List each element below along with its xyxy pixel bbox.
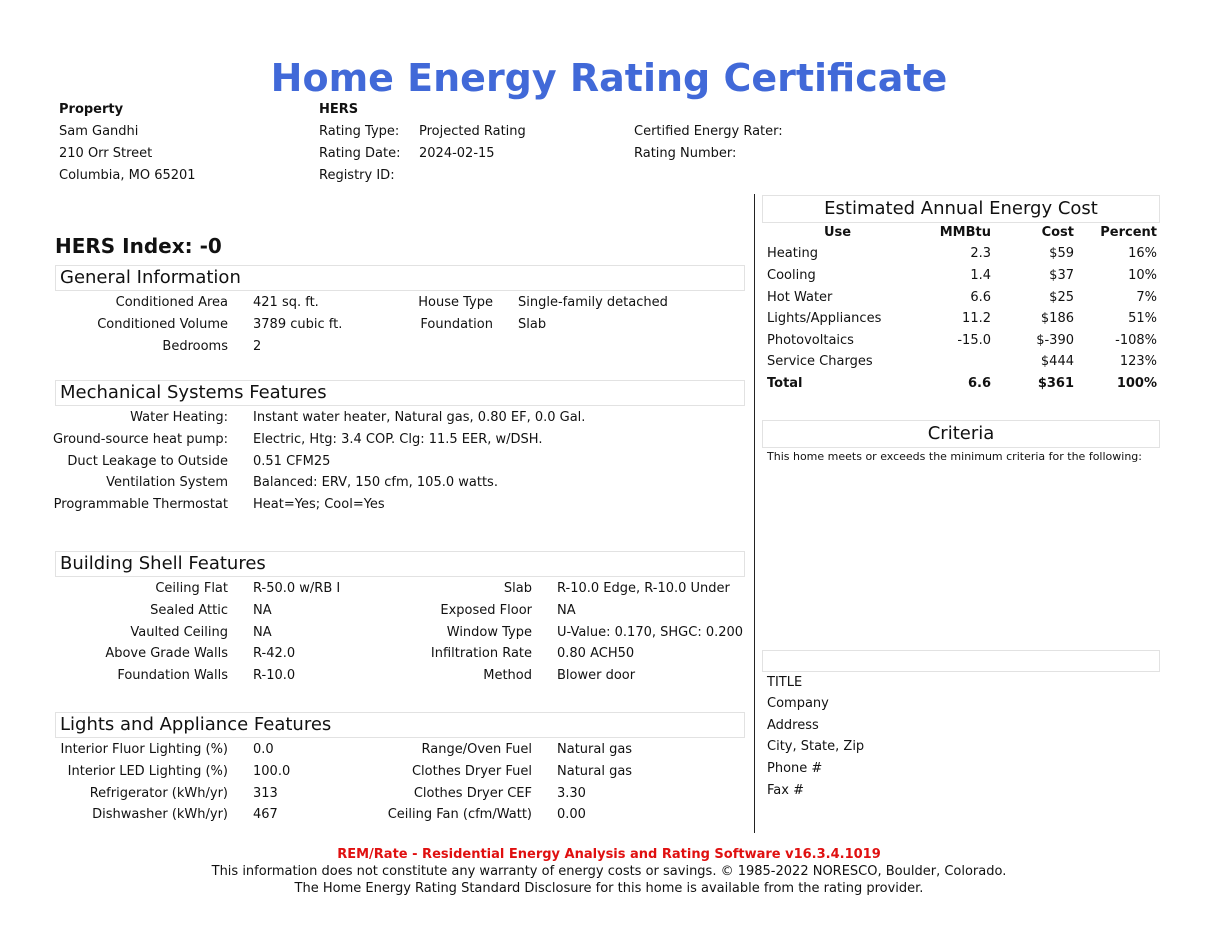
- property-name: Sam Gandhi: [59, 124, 139, 139]
- disclaimer-text: This information does not constitute any warranty of energy costs or savings. © 1985-2022 NORESCO, Boulder, Colorado.: [211, 864, 1007, 879]
- mechanical-value: Instant water heater, Natural gas, 0.80 EF, 0.0 Gal.: [253, 410, 586, 425]
- criteria-text: This home meets or exceeds the minimum criteria for the following:: [767, 450, 1142, 463]
- shell-label: Above Grade Walls: [105, 646, 228, 661]
- cost-total-percent: 100%: [1116, 376, 1157, 391]
- cost-row-mmbtu: 6.6: [970, 290, 991, 305]
- general-value: Slab: [518, 317, 547, 332]
- rating-type-label: Rating Type:: [319, 124, 400, 139]
- cost-total-cost: $361: [1037, 376, 1074, 391]
- cost-row-use: Hot Water: [767, 290, 833, 305]
- cost-row-use: Heating: [767, 246, 818, 261]
- lights-value: 100.0: [253, 764, 291, 779]
- shell-value: R-10.0: [253, 668, 296, 683]
- general-value: 421 sq. ft.: [253, 295, 319, 310]
- cost-row-mmbtu: 1.4: [970, 268, 991, 283]
- registry-id-label: Registry ID:: [319, 168, 395, 183]
- shell-label: Foundation Walls: [117, 668, 228, 683]
- mechanical-label: Duct Leakage to Outside: [67, 454, 228, 469]
- rater-title: TITLE: [767, 675, 803, 690]
- certified-rater-label: Certified Energy Rater:: [634, 124, 783, 139]
- shell-value: NA: [557, 603, 576, 618]
- hers-index: HERS Index: -0: [55, 234, 222, 258]
- mechanical-label: Water Heating:: [130, 410, 228, 425]
- cost-row-use: Service Charges: [767, 354, 873, 369]
- property-street: 210 Orr Street: [59, 146, 153, 161]
- lights-value: 0.00: [557, 807, 586, 822]
- shell-label: Vaulted Ceiling: [130, 625, 228, 640]
- cost-total-mmbtu: 6.6: [967, 376, 991, 391]
- lights-value: 467: [253, 807, 278, 822]
- general-value: 3789 cubic ft.: [253, 317, 343, 332]
- shell-value: NA: [253, 625, 272, 640]
- property-heading: Property: [59, 102, 124, 117]
- lights-label: Refrigerator (kWh/yr): [89, 786, 228, 801]
- rating-date-label: Rating Date:: [319, 146, 401, 161]
- shell-value: Blower door: [557, 668, 636, 683]
- general-info-heading: General Information: [55, 265, 745, 291]
- rater-fax: Fax #: [767, 783, 804, 798]
- cost-row-mmbtu: 11.2: [962, 311, 991, 326]
- lights-value: Natural gas: [557, 764, 633, 779]
- lights-value: 313: [253, 786, 278, 801]
- column-divider: [754, 194, 755, 833]
- mechanical-label: Ventilation System: [106, 475, 228, 490]
- cost-row-use: Photovoltaics: [767, 333, 854, 348]
- page-title: Home Energy Rating Certificate: [270, 56, 948, 100]
- mechanical-value: Heat=Yes; Cool=Yes: [253, 497, 385, 512]
- lights-value: Natural gas: [557, 742, 633, 757]
- mechanical-label: Ground-source heat pump:: [52, 432, 228, 447]
- building-shell-heading: Building Shell Features: [55, 551, 745, 577]
- rater-phone: Phone #: [767, 761, 823, 776]
- shell-label: Infiltration Rate: [430, 646, 532, 661]
- general-label: Foundation: [420, 317, 493, 332]
- lights-label: Clothes Dryer Fuel: [411, 764, 532, 779]
- cost-row-percent: 10%: [1128, 268, 1157, 283]
- shell-value: R-10.0 Edge, R-10.0 Under: [557, 581, 730, 596]
- shell-value: R-42.0: [253, 646, 296, 661]
- cost-row-cost: $-390: [1036, 333, 1074, 348]
- general-value: 2: [253, 339, 262, 354]
- mechanical-heading: Mechanical Systems Features: [55, 380, 745, 406]
- lights-appliance-heading: Lights and Appliance Features: [55, 712, 745, 738]
- rater-company: Company: [767, 696, 829, 711]
- cost-row-mmbtu: -15.0: [957, 333, 991, 348]
- lights-label: Range/Oven Fuel: [421, 742, 532, 757]
- cost-row-mmbtu: 2.3: [970, 246, 991, 261]
- lights-value: 0.0: [253, 742, 274, 757]
- shell-label: Ceiling Flat: [155, 581, 228, 596]
- energy-cost-heading: Estimated Annual Energy Cost: [762, 195, 1160, 223]
- mechanical-label: Programmable Thermostat: [53, 497, 228, 512]
- cost-row-cost: $25: [1049, 290, 1074, 305]
- general-label: Bedrooms: [162, 339, 228, 354]
- property-city: Columbia, MO 65201: [59, 168, 196, 183]
- shell-value: U-Value: 0.170, SHGC: 0.200: [557, 625, 744, 640]
- col-header-mmbtu: MMBtu: [939, 225, 991, 240]
- cost-row-use: Cooling: [767, 268, 816, 283]
- cost-row-percent: -108%: [1115, 333, 1157, 348]
- shell-label: Exposed Floor: [440, 603, 532, 618]
- col-header-use: Use: [823, 225, 852, 240]
- shell-label: Slab: [503, 581, 532, 596]
- rating-type-value: Projected Rating: [419, 124, 526, 139]
- cost-row-cost: $37: [1049, 268, 1074, 283]
- shell-label: Sealed Attic: [150, 603, 228, 618]
- col-header-cost: Cost: [1041, 225, 1074, 240]
- shell-value: NA: [253, 603, 272, 618]
- lights-label: Interior LED Lighting (%): [67, 764, 228, 779]
- cost-row-percent: 123%: [1119, 354, 1157, 369]
- rater-address: Address: [767, 718, 819, 733]
- general-label: Conditioned Volume: [97, 317, 228, 332]
- mechanical-value: 0.51 CFM25: [253, 454, 331, 469]
- disclosure-text: The Home Energy Rating Standard Disclosure for this home is available from the rating provider.: [294, 881, 924, 896]
- cost-row-percent: 51%: [1128, 311, 1157, 326]
- rater-city-state-zip: City, State, Zip: [767, 739, 865, 754]
- general-label: House Type: [418, 295, 493, 310]
- rating-number-label: Rating Number:: [634, 146, 737, 161]
- criteria-heading: Criteria: [762, 420, 1160, 448]
- shell-label: Method: [483, 668, 532, 683]
- shell-value: 0.80 ACH50: [557, 646, 635, 661]
- cost-total-use: Total: [767, 376, 803, 391]
- general-label: Conditioned Area: [115, 295, 228, 310]
- cost-row-cost: $186: [1040, 311, 1074, 326]
- cost-row-cost: $59: [1049, 246, 1074, 261]
- hers-heading: HERS: [319, 102, 359, 117]
- cost-row-percent: 7%: [1136, 290, 1157, 305]
- cost-row-cost: $444: [1040, 354, 1074, 369]
- lights-label: Ceiling Fan (cfm/Watt): [387, 807, 532, 822]
- lights-value: 3.30: [557, 786, 586, 801]
- lights-label: Dishwasher (kWh/yr): [92, 807, 228, 822]
- general-value: Single-family detached: [518, 295, 668, 310]
- cost-row-percent: 16%: [1128, 246, 1157, 261]
- lights-label: Interior Fluor Lighting (%): [60, 742, 228, 757]
- lights-label: Clothes Dryer CEF: [413, 786, 532, 801]
- rating-date-value: 2024-02-15: [419, 146, 495, 161]
- cost-row-use: Lights/Appliances: [767, 311, 882, 326]
- shell-label: Window Type: [446, 625, 532, 640]
- rater-info-box: [762, 650, 1160, 672]
- shell-value: R-50.0 w/RB I: [253, 581, 341, 596]
- mechanical-value: Electric, Htg: 3.4 COP. Clg: 11.5 EER, w/DSH.: [253, 432, 543, 447]
- mechanical-value: Balanced: ERV, 150 cfm, 105.0 watts.: [253, 475, 498, 490]
- col-header-percent: Percent: [1100, 225, 1157, 240]
- software-credit: REM/Rate - Residential Energy Analysis and Rating Software v16.3.4.1019: [337, 847, 881, 862]
